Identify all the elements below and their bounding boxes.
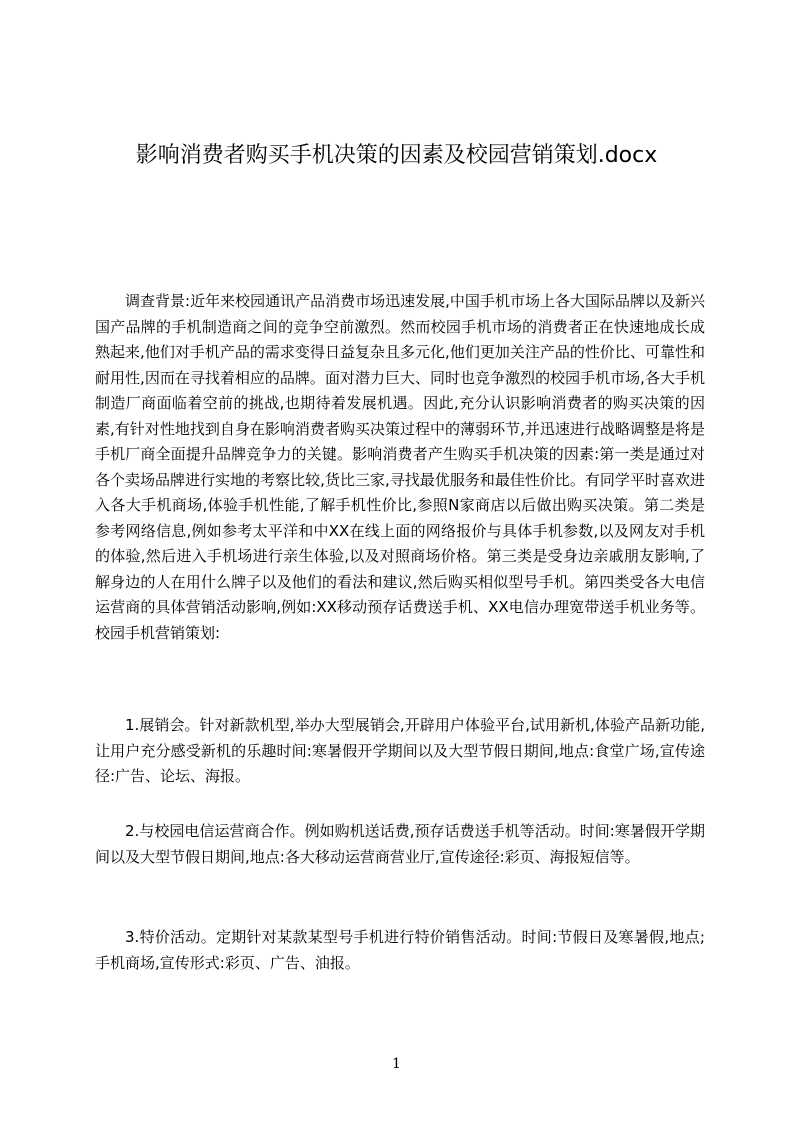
page-number: 1: [392, 1056, 401, 1072]
document-title: 影响消费者购买手机决策的因素及校园营销策划.docx: [135, 143, 658, 168]
paragraph-background: 调查背景:近年来校园通讯产品消费市场迅速发展,中国手机市场上各大国际品牌以及新兴国产品牌的手机制造商之间的竞争空前激烈。然而校园手机市场的消费者正在快速地成长成熟起来,他们对手机产品的需求变得日益复杂且多元化,他们更加关注产品的性价比、可靠性和耐用性,因而在寻找着相应的品牌。面对潜力巨大、同时也竞争激烈的校园手机市场,各大手机制造厂商面临着空前的挑战,也期待着发展机遇。因此,充分认识影响消费者的购买决策的因素,有针对性地找到自身在影响消费者购买决策过程中的薄弱环节,并迅速进行战略调整是将是手机厂商全面提升品牌竞争力的关键。影响消费者产生购买手机决策的因素:第一类是通过对各个卖场品牌进行实地的考察比较,货比三家,寻找最优服务和最佳性价比。有同学平时喜欢进入各大手机商场,体验手机性能,了解手机性价比,参照N家商店以后做出购买决策。第二类是参考网络信息,例如参考太平洋和中XX在线上面的网络报价与具体手机参数,以及网友对手机的体验,然后进入手机场进行亲生体验,以及对照商场价格。第三类是受身边亲戚朋友影响,了解身边的人在用什么牌子以及他们的看法和建议,然后购买相似型号手机。第四类受各大电信运营商的具体营销活动影响,例如:XX移动预存话费送手机、XX电信办理宽带送手机业务等。校园手机营销策划:: [95, 292, 705, 642]
paragraph-item-exhibition: 1.展销会。针对新款机型,举办大型展销会,开辟用户体验平台,试用新机,体验产品新功能,让用户充分感受新机的乐趣时间:寒暑假开学期间以及大型节假日期间,地点:食堂广场,宣传途径:广告、论坛、海报。: [95, 716, 705, 785]
paragraph-item-carrier-partnership: 2.与校园电信运营商合作。例如购机送话费,预存话费送手机等活动。时间:寒暑假开学期间以及大型节假日期间,地点:各大移动运营商营业厅,宣传途径:彩页、海报短信等。: [95, 822, 705, 866]
paragraph-item-special-offer: 3.特价活动。定期针对某款某型号手机进行特价销售活动。时间:节假日及寒暑假,地点;手机商场,宣传形式:彩页、广告、油报。: [95, 928, 705, 972]
